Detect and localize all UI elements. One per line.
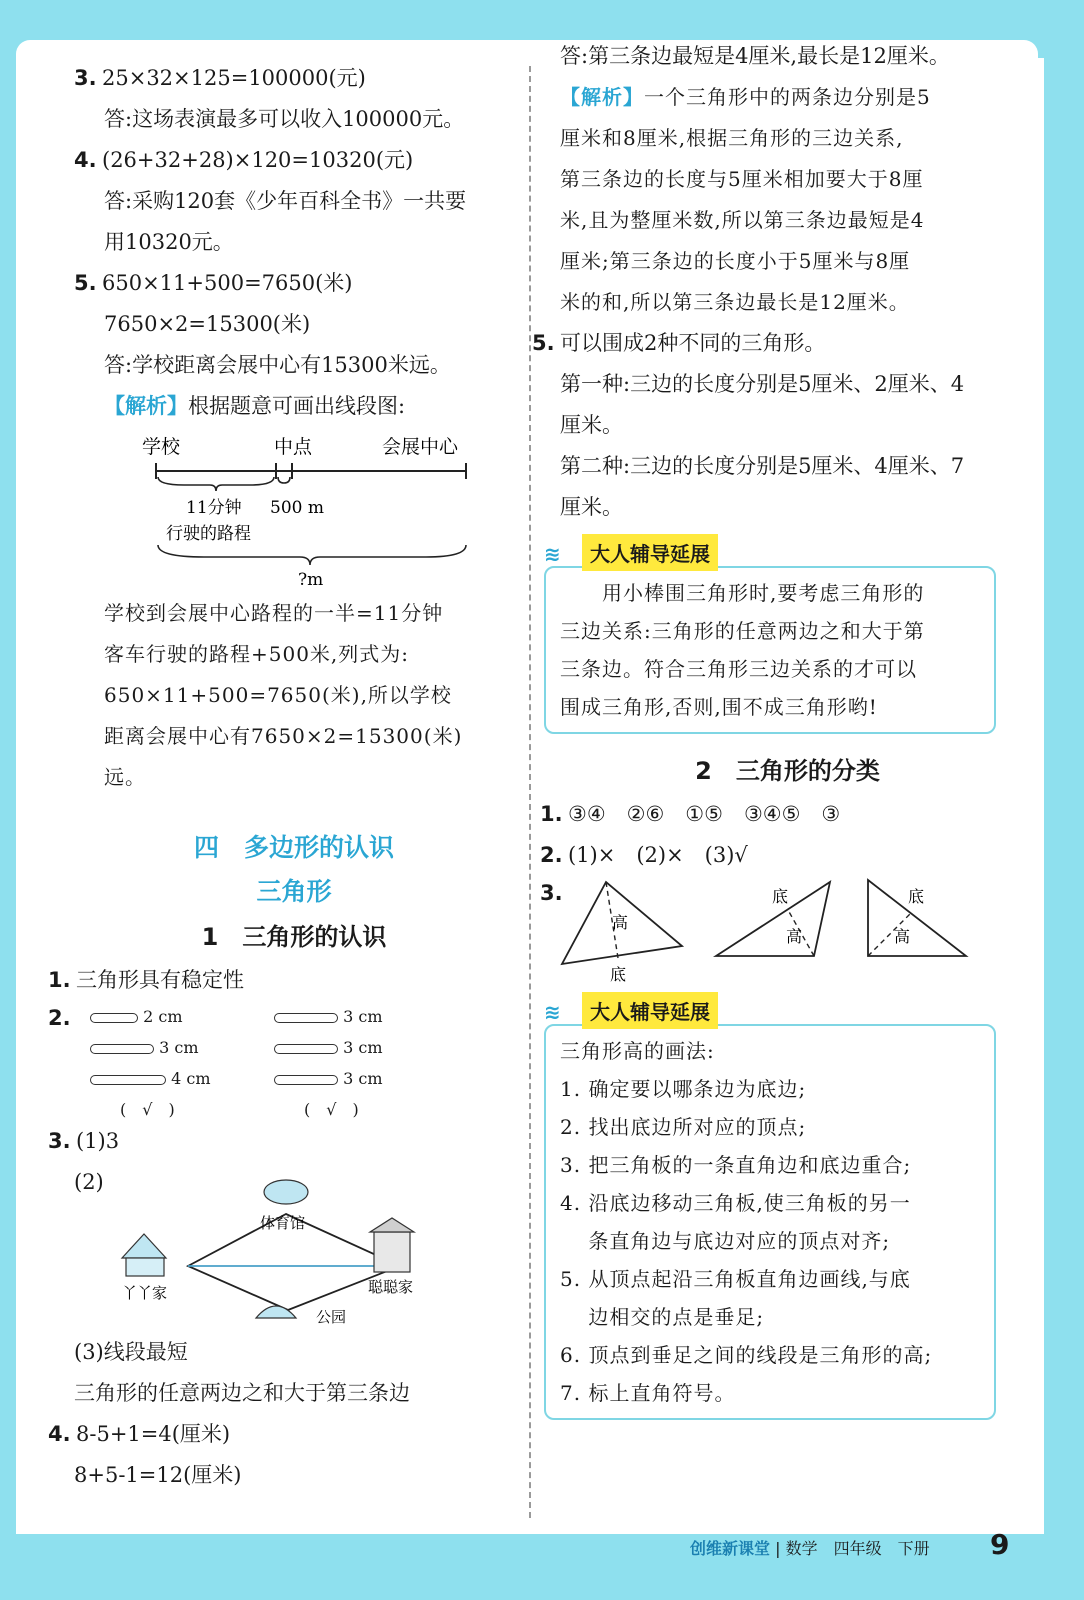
map-yaya: 丫丫家 xyxy=(122,1284,168,1302)
footer-grade: 四年级 xyxy=(833,1539,882,1558)
ext2-step2: 2. 找出底边所对应的顶点; xyxy=(560,1115,807,1139)
rod-b3 xyxy=(274,1075,338,1085)
ext2-step3: 3. 把三角板的一条直角边和底边重合; xyxy=(560,1153,912,1177)
yaya-house-icon xyxy=(122,1234,166,1258)
rod-a2-label: 3 cm xyxy=(159,1038,199,1057)
l2-q1-number: 1. xyxy=(540,802,563,826)
l1-q4-eq2: 8+5-1=12(厘米) xyxy=(74,1463,242,1487)
l2-q2-number: 2. xyxy=(540,843,563,867)
diagram-500m: 500 m xyxy=(270,498,324,518)
footer-brand: 创维新课堂 xyxy=(690,1539,771,1558)
left-column xyxy=(48,58,514,1496)
explain-line3: 650×11+500=7650(米),所以学校 xyxy=(104,683,452,707)
right-analysis-tag: 【解析】 xyxy=(560,85,644,109)
page-footer: 创维新课堂 | 数学 四年级 下册 xyxy=(690,1539,930,1558)
tri2-base-label: 底 xyxy=(772,887,789,906)
rod-b1-label: 3 cm xyxy=(343,1007,383,1026)
ext1-line3: 三条边。符合三角形三边关系的才可以 xyxy=(560,657,917,681)
l1-q1-number: 1. xyxy=(48,968,71,992)
tri3-high-label: 高 xyxy=(894,927,911,946)
q3-answer: 答:这场表演最多可以收入100000元。 xyxy=(104,107,465,131)
extension-header-2 xyxy=(544,992,1015,1028)
page-number: 9 xyxy=(990,1528,1010,1561)
right-column xyxy=(532,44,1015,1420)
l1-q4-eq1: 8-5+1=4(厘米) xyxy=(76,1422,231,1446)
footer-subject: 数学 xyxy=(785,1539,818,1558)
ext1-line4: 围成三角形,否则,围不成三角形哟! xyxy=(560,695,878,719)
l1-q2-block xyxy=(48,1001,514,1121)
tri2-high-label: 高 xyxy=(786,927,803,946)
ext1-line2: 三边关系:三角形的任意两边之和大于第 xyxy=(560,619,925,643)
rod-b3-label: 3 cm xyxy=(343,1069,383,1088)
right-analysis-line3: 米,且为整厘米数,所以第三条边最短是4 xyxy=(560,208,925,232)
q4-equation: (26+32+28)×120=10320(元) xyxy=(102,148,414,172)
l2-q3-block xyxy=(540,876,1015,986)
rod-b1 xyxy=(274,1013,338,1023)
waves-icon: ≋ xyxy=(544,542,561,566)
extension-box-2 xyxy=(544,1024,996,1420)
right-analysis-line2: 第三条边的长度与5厘米相加要大于8厘 xyxy=(560,167,924,191)
extension-header-1 xyxy=(544,534,1015,570)
r-q5-case2a: 第二种:三边的长度分别是5厘米、4厘米、7 xyxy=(560,454,965,478)
map-park: 公园 xyxy=(316,1308,347,1326)
r-q5-case1a: 第一种:三边的长度分别是5厘米、2厘米、4 xyxy=(560,372,965,396)
diagram-center-label: 会展中心 xyxy=(382,436,459,458)
tri1-base-label: 底 xyxy=(610,965,627,984)
diagram-midpoint-label: 中点 xyxy=(274,436,313,458)
ext2-step6: 6. 顶点到垂足之间的线段是三角形的高; xyxy=(560,1343,933,1367)
q4-number: 4. xyxy=(74,148,97,172)
explain-line1: 学校到会展中心路程的一半=11分钟 xyxy=(104,601,444,625)
location-map xyxy=(104,1162,444,1332)
triangle-heights-figure xyxy=(560,876,990,986)
cong-house-icon xyxy=(374,1232,410,1272)
rod-2cm xyxy=(90,1013,138,1023)
ext2-intro: 三角形高的画法: xyxy=(560,1039,715,1063)
l1-q3-part3b: 三角形的任意两边之和大于第三条边 xyxy=(74,1381,410,1405)
right-top-answer: 答:第三条边最短是4厘米,最长是12厘米。 xyxy=(560,44,950,68)
diagram-11min: 11分钟 xyxy=(186,498,242,518)
gym-building-icon xyxy=(264,1180,308,1204)
l1-q3-number: 3. xyxy=(48,1129,71,1153)
analysis-tag: 【解析】 xyxy=(104,394,188,418)
analysis-text: 根据题意可画出线段图: xyxy=(188,394,406,418)
diagram-school-label: 学校 xyxy=(142,436,181,458)
r-q5-case2b: 厘米。 xyxy=(560,495,623,519)
l1-q3-part2: (2) xyxy=(74,1170,104,1194)
park-gate-icon xyxy=(256,1306,296,1318)
l1-q1-text: 三角形具有稳定性 xyxy=(76,968,244,992)
l1-q4-number: 4. xyxy=(48,1422,71,1446)
q3-number: 3. xyxy=(74,66,97,90)
lesson2-heading: 2 三角形的分类 xyxy=(695,757,880,785)
r-q5-number: 5. xyxy=(532,331,555,355)
page-border-right xyxy=(1044,0,1084,1600)
column-divider xyxy=(529,66,531,1518)
ext2-step7: 7. 标上直角符号。 xyxy=(560,1381,736,1405)
tri1-high-label: 高 xyxy=(612,913,629,932)
right-analysis-line5: 米的和,所以第三条边最长是12厘米。 xyxy=(560,290,910,314)
q5-number: 5. xyxy=(74,271,97,295)
explain-line5: 远。 xyxy=(104,765,146,789)
ext2-step5: 5. 从顶点起沿三角板直角边画线,与底 xyxy=(560,1267,911,1291)
diagram-total: ?m xyxy=(298,570,324,587)
q4-answer-line2: 用10320元。 xyxy=(104,230,234,254)
ext2-step5b: 边相交的点是垂足; xyxy=(560,1305,765,1329)
ext1-line1: 用小棒围三角形时,要考虑三角形的 xyxy=(560,581,925,605)
footer-term: 下册 xyxy=(897,1539,930,1558)
rod-group-a xyxy=(90,1001,211,1125)
rod-group-a-mark: ( √ ) xyxy=(120,1100,175,1119)
rod-a1-label: 2 cm xyxy=(143,1007,183,1026)
tri3-base-label: 底 xyxy=(908,887,925,906)
rod-b2-label: 3 cm xyxy=(343,1038,383,1057)
yaya-house-body xyxy=(126,1258,164,1276)
ext2-step1: 1. 确定要以哪条边为底边; xyxy=(560,1077,807,1101)
r-q5-text: 可以围成2种不同的三角形。 xyxy=(560,331,826,355)
extension-title-2: 大人辅导延展 xyxy=(582,992,718,1029)
l1-q2-number: 2. xyxy=(48,1006,71,1030)
topic-heading: 三角形 xyxy=(256,877,332,906)
q4-answer-line1: 答:采购120套《少年百科全书》一共要 xyxy=(104,189,467,213)
q5-answer: 答:学校距离会展中心有15300米远。 xyxy=(104,353,451,377)
waves-icon-2: ≋ xyxy=(544,1000,561,1024)
brace-total xyxy=(158,545,466,565)
q5-equation2: 7650×2=15300(米) xyxy=(104,312,311,336)
unit-heading: 四 多边形的认识 xyxy=(193,833,394,862)
page-border-left xyxy=(0,0,16,1600)
extension-box-1 xyxy=(544,566,996,734)
cong-house-roof xyxy=(370,1218,414,1232)
rod-4cm xyxy=(90,1075,166,1085)
line-segment-diagram xyxy=(74,427,514,587)
lesson1-heading: 1 三角形的认识 xyxy=(201,923,387,951)
q5-equation1: 650×11+500=7650(米) xyxy=(102,271,353,295)
ext2-step4: 4. 沿底边移动三角板,使三角板的另一 xyxy=(560,1191,911,1215)
extension-title-1: 大人辅导延展 xyxy=(582,534,718,571)
l2-q1-text: ③④ ②⑥ ①⑤ ③④⑤ ③ xyxy=(568,802,841,826)
explain-line4: 距离会展中心有7650×2=15300(米) xyxy=(104,724,463,748)
q3-equation: 25×32×125=100000(元) xyxy=(102,66,366,90)
right-analysis-line1: 厘米和8厘米,根据三角形的三边关系, xyxy=(560,126,904,150)
diagram-route-label: 行驶的路程 xyxy=(166,524,251,544)
map-cong: 聪聪家 xyxy=(368,1278,414,1296)
l1-q3-map-block xyxy=(74,1162,514,1332)
rod-a3-label: 4 cm xyxy=(171,1069,211,1088)
rod-group-b-mark: ( √ ) xyxy=(304,1100,359,1119)
r-q5-case1b: 厘米。 xyxy=(560,413,623,437)
brace-11min xyxy=(158,477,274,491)
right-analysis-first: 一个三角形中的两条边分别是5 xyxy=(644,85,931,109)
map-gym: 体育馆 xyxy=(260,1214,306,1232)
ext2-step4b: 条直角边与底边对应的顶点对齐; xyxy=(560,1229,891,1253)
l1-q3-part3: (3)线段最短 xyxy=(74,1340,188,1364)
explain-line2: 客车行驶的路程+500米,列式为: xyxy=(104,642,410,666)
rod-b2 xyxy=(274,1044,338,1054)
rod-group-b xyxy=(274,1001,383,1125)
right-analysis-line4: 厘米;第三条边的长度小于5厘米与8厘 xyxy=(560,249,911,273)
l2-q3-number: 3. xyxy=(540,881,563,905)
rod-3cm xyxy=(90,1044,154,1054)
brace-500m xyxy=(278,477,290,483)
l1-q3-part1: (1)3 xyxy=(76,1129,120,1153)
l2-q2-text: (1)× (2)× (3)√ xyxy=(568,843,748,867)
